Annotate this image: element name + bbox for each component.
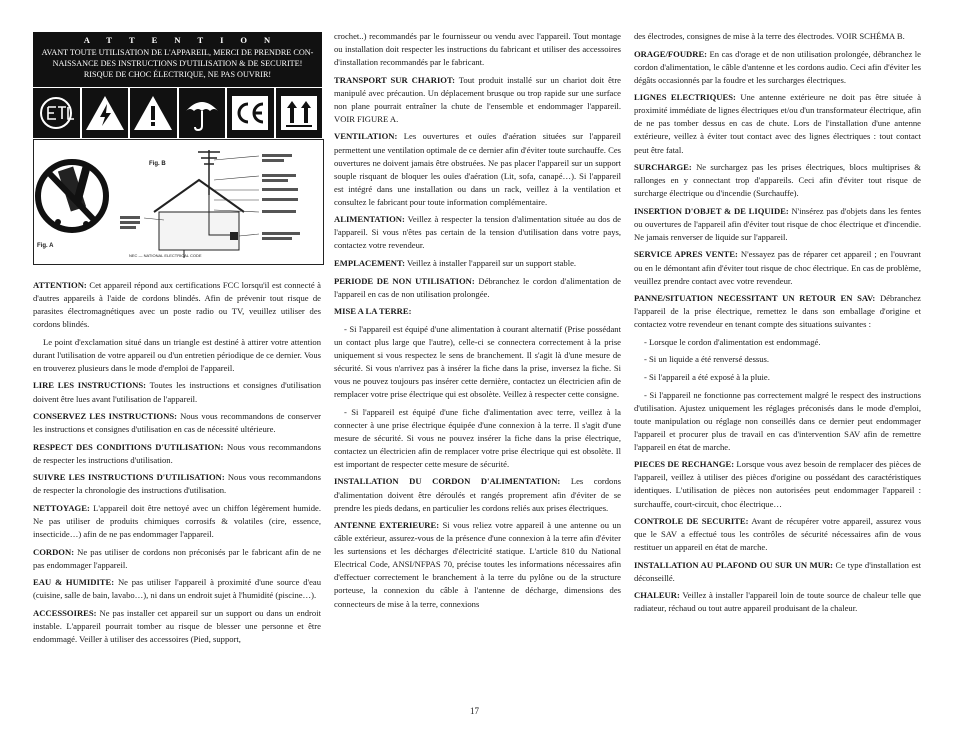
paragraph-heading: MISE A LA TERRE: [334, 306, 412, 317]
fig-a-label: Fig. A [37, 243, 54, 249]
paragraph-text: Ne pas installer cet appareil sur un support ou dans un endroit instable. L'appareil pourrait tomber au risque de blesser une personne et être endommagé. Veiller à utiliser des accessoires (Pied, support, [33, 607, 321, 644]
paragraph-text: Tout produit installé sur un chariot doit être manipulé avec précaution. Un déplacement brusque ou trop rapide sur une surface non plane pourrait entraîner la chute de l'ensemble et endommager l'appareil. VOIR FIGURE A. [334, 74, 621, 124]
paragraph [634, 292, 921, 331]
paragraph [33, 279, 321, 331]
paragraph [33, 502, 321, 541]
paragraph-text: Toutes les instructions et consignes d'utilisation doivent être lues avant l'utilisation de l'appareil. [33, 380, 321, 404]
paragraph-text: Veillez à installer l'appareil loin de toute source de chaleur telle que radiateur, réchaud ou tout autre appareil produisant de la chaleur. [634, 590, 921, 614]
fig-b-label: Fig. B [149, 161, 166, 167]
paragraph-text: Débranchez le cordon d'alimentation de l'appareil en cas de non utilisation prolongée. [334, 275, 621, 299]
paragraph-heading: SERVICE APRES VENTE: [634, 249, 738, 260]
attention-line-3: RISQUE DE CHOC ÉLECTRIQUE, NE PAS OUVRIR! [83, 70, 272, 80]
umbrella-keep-dry-icon [179, 88, 226, 138]
paragraph-heading: INSTALLATION AU PLAFOND OU SUR UN MUR: [634, 559, 834, 570]
paragraph-text: crochet..) recommandés par le fournisseur ou vendu avec l'appareil. Tout montage ou installation doit respecter les instructions du fabricant et utiliser des accessoires d'installation recommandés par le fabricant. [334, 31, 621, 68]
paragraph-text: - Si l'appareil ne fonctionne pas correctement malgré le respect des instructions d'utilisation. Ajustez uniquement les réglages préconisés dans le mode d'emploi, toute manipulation ou réglage non conseillés dans ce dernier peut endommager l'appareil et procurer plus de travail en cas d'intervention SAV afin de remettre l'appareil en état de marche. [634, 389, 921, 452]
paragraph [33, 410, 321, 436]
paragraph-text: Débranchez l'appareil de la prise électrique, remettez le dans son emballage d'origine et contactez votre revendeur en tenant compte des situations suivantes : [634, 293, 921, 330]
paragraph-text: - Si l'appareil est équipé d'une fiche d'alimentation avec terre, veillez à la connecter à une prise électrique équipée d'une connexion à la terre. Il s'agit d'une mesure de sécurité. Si vous ne pouvez insérer la fiche dans la prise électrique, contactez un électricien afin de remplacer votre prise électrique qui est obsolète. Il est important de respecter cette mesure de sécurité. [334, 406, 621, 469]
paragraph-heading: PERIODE DE NON UTILISATION: [334, 275, 475, 286]
paragraph [634, 48, 921, 87]
paragraph-text: Nous vous recommandons de conserver les instructions et consignes d'utilisation en cas de nécessité ultérieure. [33, 411, 321, 435]
paragraph-heading: EMPLACEMENT: [334, 258, 405, 268]
paragraph-text: des électrodes, consignes de mise à la terre des électrodes. VOIR SCHÉMA B. [634, 31, 905, 41]
paragraph-heading: SUIVRE LES INSTRUCTIONS D'UTILISATION: [33, 472, 225, 483]
paragraph-heading: PIECES DE RECHANGE: [634, 459, 735, 470]
paragraph [634, 353, 921, 366]
safety-icon-row [33, 88, 322, 138]
paragraph-text: Cet appareil répond aux certifications FCC lorsqu'il est connecté à d'autres appareils à l'aide de cordons blindés. Afin de prévenir tout risque de parasites électromagnétiques avec un poste radio ou TV, veuillez utiliser des cordons blindés. [33, 280, 321, 330]
paragraph-heading: INSERTION D'OBJET & DE LIQUIDE: [634, 205, 789, 216]
paragraph-heading: ANTENNE EXTERIEURE: [334, 520, 440, 531]
paragraph [634, 30, 921, 43]
etl-listed-icon [33, 88, 80, 138]
attention-title: ATTENTION [83, 35, 288, 45]
paragraph [634, 91, 921, 156]
paragraph-text: Lorsque vous avez besoin de remplacer des pièces de l'appareil, veillez à utiliser des pièces d'origine ou possédant des caractéristiques identiques. L'utilisation de pièces non autorisées peut endommager l'appareil : surchauffe, court-circuit, choc électrique… [634, 459, 921, 509]
paragraph-heading: TRANSPORT SUR CHARIOT: [334, 74, 455, 85]
paragraph [33, 546, 321, 572]
attention-line-1: AVANT TOUTE UTILISATION DE L'APPAREIL, MERCI DE PRENDRE CON- [41, 47, 314, 57]
paragraph [334, 30, 621, 69]
paragraph-text: Les cordons d'alimentation doivent être déroulés et rangés proprement afin d'éviter de se prendre les pieds dedans, en particulier les cordons reliés aux prises électriques. [334, 476, 621, 513]
paragraph-text: En cas d'orage et de non utilisation prolongée, débranchez le cordon d'alimentation, le câble d'antenne et les cordons audio. Ceci afin d'éviter les dégâts occasionnés par la foudre et les surcharges électriques. [634, 48, 921, 85]
paragraph [334, 406, 621, 471]
attention-banner [33, 32, 322, 87]
text-column-2 [334, 30, 621, 615]
paragraph-heading: LIGNES ELECTRIQUES: [634, 92, 736, 103]
paragraph-heading: ORAGE/FOUDRE: [634, 48, 708, 59]
paragraph [33, 471, 321, 497]
paragraph-heading: LIRE LES INSTRUCTIONS: [33, 380, 147, 391]
text-column-1 [33, 279, 321, 651]
paragraph [33, 576, 321, 602]
paragraph-heading: PANNE/SITUATION NECESSITANT UN RETOUR EN SAV: [634, 293, 876, 304]
paragraph-text: Ce type d'installation est déconseillé. [634, 559, 921, 583]
paragraph-heading: NETTOYAGE: [33, 502, 90, 513]
paragraph-heading: CORDON: [33, 546, 75, 557]
paragraph-text: N'essayez pas de réparer cet appareil ; en l'ouvrant ou en le démontant afin d'éviter tout risque de choc électrique. En cas de problème, veuillez prendre contact avec votre revendeur. [634, 249, 921, 286]
paragraph-text: N'insérez pas d'objets dans les fentes ou ouvertures de l'appareil afin d'éviter tout risque de choc électrique et d'incendie. Ne jamais renverser de liquide sur l'appareil. [634, 205, 921, 242]
ce-mark-icon [227, 88, 274, 138]
paragraph [634, 559, 921, 585]
paragraph-text: Veillez à installer l'appareil sur un support stable. [404, 258, 577, 268]
paragraph [33, 441, 321, 467]
paragraph [634, 589, 921, 615]
paragraph [334, 130, 621, 208]
text-column-3 [634, 30, 921, 620]
paragraph [634, 389, 921, 454]
cart-and-grounding-figure [33, 139, 324, 265]
this-way-up-icon [276, 88, 323, 138]
paragraph-text: Si vous reliez votre appareil à une antenne ou un câble extérieur, assurez-vous de la présence d'une connexion à la terre afin d'éviter les surtensions et les décharges d'électricité statique. L'article 810 du National Electrical Code, ANSI/NFPAS 70, précise toutes les informations nécessaires afin d'effectuer correctement le branchement à la terre du pylône ou de la structure porteuse, la connexion du câble à l'antenne de décharge, dimensions des connecteurs de mise à la terre, connexions [334, 520, 621, 609]
paragraph-text: - Si un liquide a été renversé dessus. [644, 354, 770, 365]
paragraph [634, 161, 921, 200]
paragraph [634, 458, 921, 510]
paragraph-heading: CONTROLE DE SECURITE: [634, 516, 749, 527]
paragraph-text: - Si l'appareil a été exposé à la pluie. [644, 371, 770, 382]
paragraph-heading: CHALEUR: [634, 590, 680, 601]
paragraph-heading: RESPECT DES CONDITIONS D'UTILISATION: [33, 441, 224, 452]
paragraph [334, 275, 621, 301]
paragraph-text: - Si l'appareil est équipé d'une alimentation à courant alternatif (Prise possédant un contact plus large que l'autre), celle-ci se connectera correctement à la prise uniquement si vous respectez le sens de branchement. Il s'agit là d'une mesure de sécurité. Si vous n'arrivez pas à insérer la fiche dans la prise, inversez la fiche. Si vous ne pouvez toujours pas insérer cette dernière, contactez un électricien afin de remplacer votre prise électrique qui est obsolète. Veillez à respecter cette consigne. [334, 323, 621, 400]
paragraph-text: Ne pas utiliser de cordons non préconisés par le fabricant afin de ne pas endommager l'appareil. [33, 546, 321, 570]
paragraph [334, 323, 621, 401]
paragraph [634, 336, 921, 349]
paragraph-heading: SURCHARGE: [634, 162, 692, 173]
paragraph-text: Nous vous recommandons de respecter les instructions d'utilisation. [33, 441, 321, 465]
paragraph-text: - Lorsque le cordon d'alimentation est endommagé. [644, 336, 821, 347]
lightning-warning-icon [82, 88, 129, 138]
paragraph [334, 475, 621, 514]
paragraph-text: Le point d'exclamation situé dans un triangle est destiné à attirer votre attention durant l'utilisation de votre appareil ou d'un entretien périodique de ce dernier. Vous en trouverez plusieurs dans le mode d'emploi de l'appareil. [33, 336, 321, 373]
paragraph [334, 519, 621, 610]
figure-credit: NEC — NATIONAL ELECTRICAL CODE [129, 253, 202, 258]
paragraph-heading: CONSERVEZ LES INSTRUCTIONS: [33, 411, 177, 422]
paragraph [334, 213, 621, 252]
paragraph [33, 607, 321, 646]
paragraph-text: Ne surchargez pas les prises électriques, blocs multiprises & rallonges en y connectant trop d'appareils. Ceci afin d'éviter tout risque de surcharge électrique ou d'incendie (Surchauffe). [634, 162, 921, 199]
paragraph [334, 305, 621, 318]
paragraph [634, 371, 921, 384]
paragraph-text: Ne pas utiliser l'appareil à proximité d'une source d'eau (cuisine, salle de bain, lavabo…), ni dans un endroit sujet à l'humidité (piscine…). [33, 577, 321, 601]
paragraph-text: Nous vous recommandons de respecter la chronologie des instructions d'utilisation. [33, 472, 322, 496]
paragraph-heading: INSTALLATION DU CORDON D'ALIMENTATION: [334, 476, 561, 487]
paragraph-text: Avant de récupérer votre appareil, assurez vous que le SAV a effectué tous les contrôles de sécurité nécessaires afin de vous restituer un appareil en état de marche. [634, 516, 922, 553]
paragraph [634, 248, 921, 287]
paragraph [634, 205, 921, 244]
paragraph [334, 74, 621, 126]
paragraph [334, 257, 621, 270]
paragraph-text: Les ouvertures et ouïes d'aération situées sur l'appareil permettent une ventilation optimale de ce dernier afin d'éviter toute surchauffe. Ces ouvertures ne doivent jamais être obstruées. Ne pas placer l'appareil sur un support souple risquant de bloquer les ouïes d'aération (Lit, sofa, canapé…). Si l'appareil est intégré dans une installation ou dans un rack, veillez à la ventilation et consultez le fabricant pour toute information complémentaire. [334, 131, 621, 207]
exclamation-warning-icon [130, 88, 177, 138]
paragraph-heading: EAU & HUMIDITE: [33, 577, 115, 588]
paragraph-text: L'appareil doit être nettoyé avec un chiffon légèrement humide. Ne pas utiliser de produits chimiques corrosifs & volatiles (cire, essence, insecticide…) afin de ne pas endommager l'appareil. [33, 502, 321, 540]
attention-line-2: NAISSANCE DES INSTRUCTIONS D'UTILISATION & DE SECURITE! [52, 59, 303, 69]
paragraph-heading: VENTILATION: [334, 131, 398, 142]
paragraph-heading: ALIMENTATION: [334, 214, 405, 225]
paragraph-text: Une antenne extérieure ne doit pas être située à proximité immédiate de lignes électriques et/ou d'un transformateur électrique, afin de ne pas tomber dessus en cas de chute. Lors de l'installation d'une antenne extérieure, veillez à éviter tout contact avec des lignes électriques : tout contact peut être fatal. [634, 92, 922, 155]
paragraph-text: Veillez à respecter la tension d'alimentation située au dos de l'appareil. Si vous n'êtes pas certain de la tension d'utilisation dans votre pays, contactez votre revendeur. [334, 214, 621, 251]
paragraph [33, 379, 321, 405]
paragraph [634, 515, 921, 554]
page-number: 17 [470, 706, 479, 716]
paragraph-heading: ATTENTION: [33, 280, 87, 290]
paragraph-heading: ACCESSOIRES: [33, 607, 97, 618]
paragraph [33, 336, 321, 375]
